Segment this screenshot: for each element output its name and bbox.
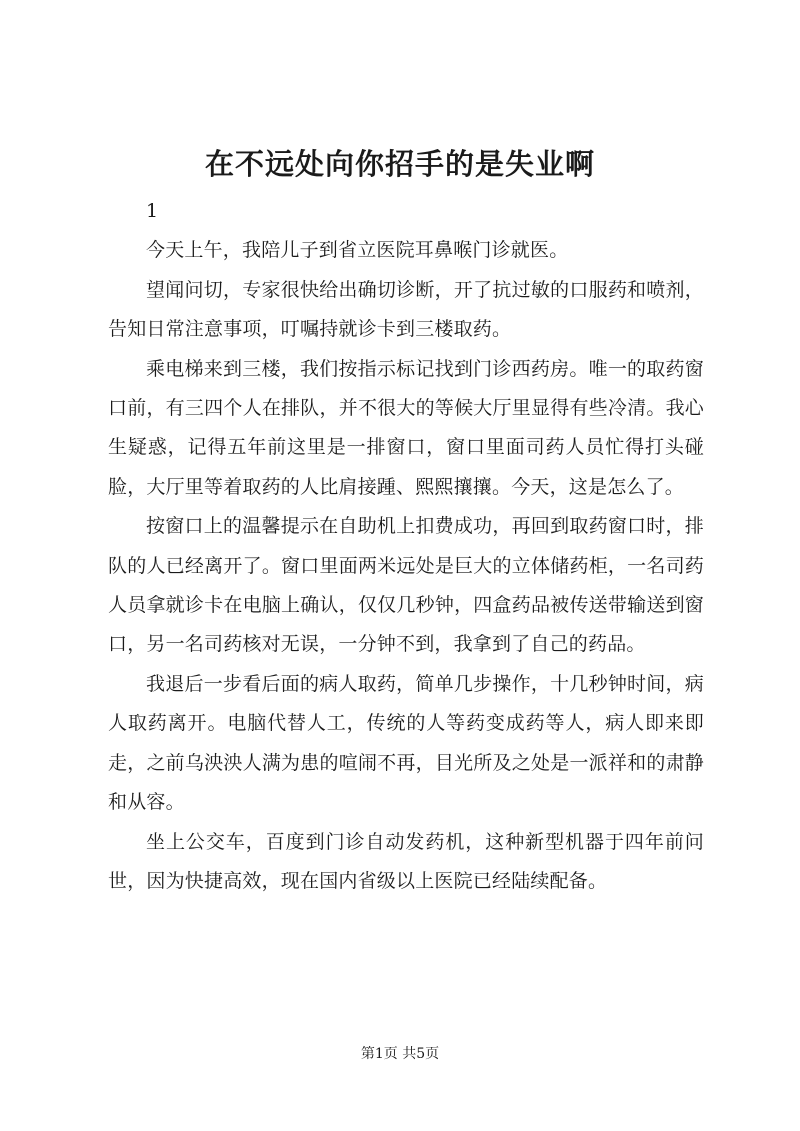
paragraph: 我退后一步看后面的病人取药，简单几步操作，十几秒钟时间，病人取药离开。电脑代替人工，传统的人等药变成药等人，病人即来即走，之前乌泱泱人满为患的喧闹不再，目光所及之处是一派祥和的肃静和从容。 xyxy=(108,672,704,814)
paragraph: 望闻问切，专家很快给出确切诊断，开了抗过敏的口服药和喷剂，告知日常注意事项，叮嘱持就诊卡到三楼取药。 xyxy=(108,278,704,341)
paragraph: 按窗口上的温馨提示在自助机上扣费成功，再回到取药窗口时，排队的人已经离开了。窗口里面两米远处是巨大的立体储药柜，一名司药人员拿就诊卡在电脑上确认，仅仅几秒钟，四盒药品被传送带输送到窗口，另一名司药核对无误，一分钟不到，我拿到了自己的药品。 xyxy=(108,515,704,656)
page-number: 第1页 共5页 xyxy=(360,1046,440,1062)
page-footer xyxy=(0,1043,800,1063)
paragraph: 乘电梯来到三楼，我们按指示标记找到门诊西药房。唯一的取药窗口前，有三四个人在排队，并不很大的等候大厅里显得有些冷清。我心生疑惑，记得五年前这里是一排窗口，窗口里面司药人员忙得打头碰脸，大厅里等着取药的人比肩接踵、熙熙攘攘。今天，这是怎么了。 xyxy=(108,357,704,498)
document-title: 在不远处向你招手的是失业啊 xyxy=(204,147,595,181)
section-number: 1 xyxy=(146,200,159,222)
document-body xyxy=(108,192,704,901)
paragraph: 坐上公交车，百度到门诊自动发药机，这种新型机器于四年前问世，因为快捷高效，现在国内省级以上医院已经陆续配备。 xyxy=(108,830,704,892)
paragraph: 今天上午，我陪儿子到省立医院耳鼻喉门诊就医。 xyxy=(146,239,569,262)
